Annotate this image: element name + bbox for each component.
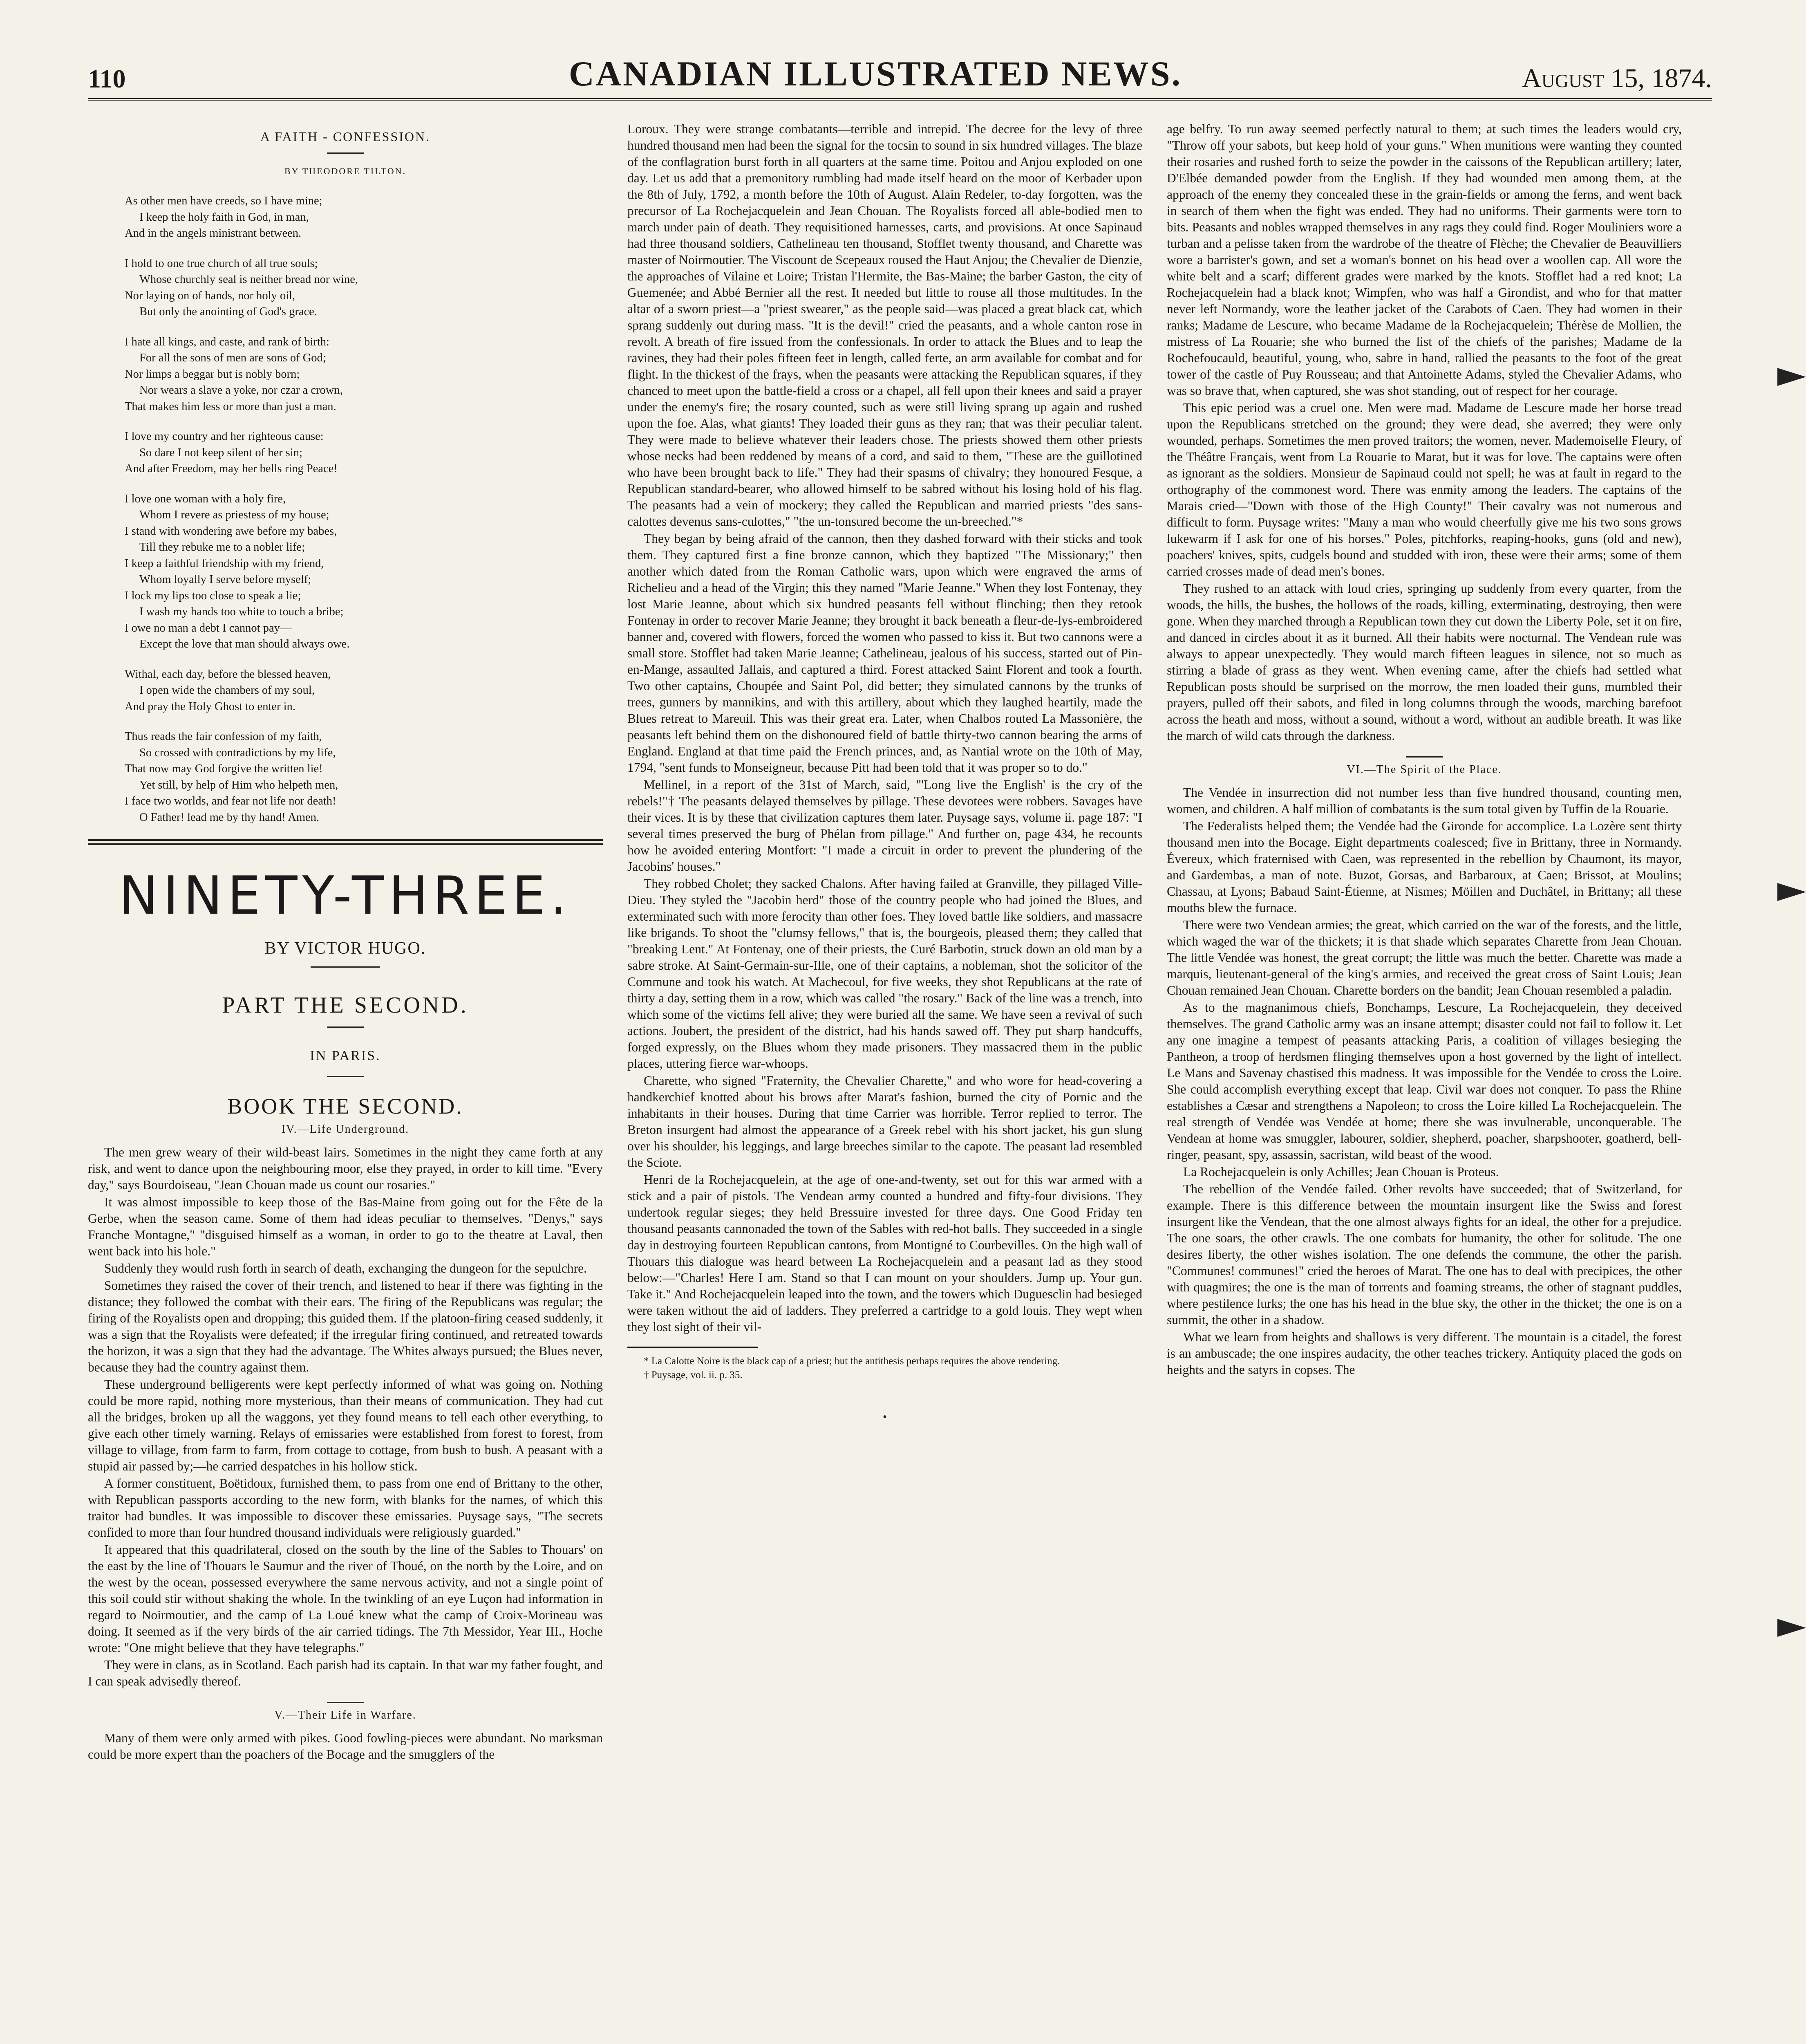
poem-line: O Father! lead me by thy hand! Amen.: [139, 811, 320, 824]
poem-line: Till they rebuke me to a nobler life;: [139, 541, 305, 554]
divider: [327, 1702, 364, 1703]
poem-line: I owe no man a debt I cannot pay—: [125, 621, 292, 634]
poem-stanza: [125, 256, 603, 320]
poem-line: Nor wears a slave a yoke, nor czar a crown,: [139, 384, 343, 397]
column-3-text-continued: [1167, 784, 1682, 1378]
paragraph: They robbed Cholet; they sacked Chalons. After having failed at Granville, they pillaged Ville-Dieu. They styled the "Jacobin herd" those of the country people who had joined the Blues, and exterminated such with more ferocity than other foes. They loved battle like soldiers, and massacre like brigands. To shoot the "clumsy fellows," that is, the bourgeois, pleased them; they called that "breaking Lent." At Fontenay, one of their priests, the Curé Barbotin, struck down an old man by a sabre stroke. At Saint-Germain-sur-Ille, one of their captains, a nobleman, shot the solicitor of the Commune and took his watch. At Machecoul, for five weeks, they shot Republicans at the rate of thirty a day, setting them in a row, which was called "the rosary." Back of the line was a trench, into which some of the victims fell alive; they were buried all the same. We have seen a revival of such actions. Joubert, the president of the district, had his hands sawed off. They put sharp handcuffs, forged expressly, on the Blues whom they made prisoners. They massacred them in the public places, uttering fierce war-whoops.: [627, 876, 1142, 1071]
poem-line: Whose churchly seal is neither bread nor wine,: [139, 273, 358, 286]
paragraph: The Federalists helped them; the Vendée had the Gironde for accomplice. La Lozère sent thirty thousand men into the Bocage. Eight departments coalesced; five in Brittany, three in Normandy. Évereux, which fraternised with Caen, was represented in the rebellion by Chaumont, its mayor, and Gardembas, a man of note. Buzot, Gorsas, and Barbaroux, at Caen; Brissot, at Moulins; Chassau, at Lyons; Babaud Saint-Étienne, at Nismes; Möillen and Duchâtel, in Brittany; all these mouths blew the furnace.: [1167, 819, 1682, 915]
paragraph: Henri de la Rochejacquelein, at the age of one-and-twenty, set out for this war armed with a stick and a pair of pistols. The Vendean army counted a hundred and fifty-four divisions. They undertook regular sieges; they held Bressuire invested for three days. One Good Friday ten thousand peasants cannonaded the town of the Sables with red-hot balls. They succeeded in a single day in destroying fourteen Republican cantons, from Montigné to Courbevilles. On the high wall of Thouars this dialogue was heard between La Rochejacquelein and a peasant lad as they stood below:—"Charles! Here I am. Stand so that I can mount on your shoulders. Jump up. Your gun. Take it." And Rochejacquelein leaped into the town, and the towers which Duguesclin had besieged were taken without the aid of ladders. They preferred a cartridge to a gold louis. They wept when they lost sight of their vil-: [627, 1172, 1142, 1334]
footnote: † Puysage, vol. ii. p. 35.: [644, 1369, 743, 1381]
divider: [1406, 756, 1443, 758]
paragraph: They were in clans, as in Scotland. Each parish had its captain. In that war my father fought, and I can speak advisedly thereof.: [88, 1658, 603, 1688]
serial-author: BY VICTOR HUGO.: [264, 939, 426, 958]
poem-line: Nor limps a beggar but is nobly born;: [125, 368, 300, 381]
chapter-heading: V.—Their Life in Warfare.: [274, 1709, 416, 1721]
chapter-heading: IV.—Life Underground.: [281, 1123, 410, 1136]
poem-line: I love one woman with a holy fire,: [125, 492, 286, 505]
footnotes: [627, 1347, 1060, 1382]
poem-line: Thus reads the fair confession of my faith,: [125, 730, 322, 743]
poem-line: So dare I not keep silent of her sin;: [139, 446, 302, 459]
poem-author: BY THEODORE TILTON.: [284, 166, 406, 176]
place-heading: IN PARIS.: [310, 1048, 381, 1063]
poem-line: I hold to one true church of all true souls;: [125, 257, 318, 270]
paragraph: Mellinel, in a report of the 31st of March, said, "'Long live the English' is the cry of the rebels!"† The peasants delayed themselves by pillage. These devotees were robbers. Savages have their vices. It is by these that civilization captures them later. Puysage says, volume ii. page 187: "I several times preserved the burg of Phélan from pillage." And further on, page 434, he recounts how he avoided entering Montfort: "I made a circuit in order to prevent the plundering of the Jacobins' houses.": [627, 778, 1142, 874]
footnote: * La Calotte Noire is the black cap of a priest; but the antithesis perhaps requires the above rendering.: [644, 1356, 1060, 1367]
poem-line: I keep a faithful friendship with my friend,: [125, 557, 324, 570]
poem-line: That now may God forgive the written lie!: [125, 762, 323, 775]
poem-line: But only the anointing of God's grace.: [139, 305, 317, 318]
chapter-heading: VI.—The Spirit of the Place.: [1347, 763, 1502, 776]
poem-stanza: [125, 491, 603, 652]
paragraph: Charette, who signed "Fraternity, the Chevalier Charette," and who wore for head-covering a handkerchief knotted about his brows after Marat's fashion, burned the city of Pornic and the inhabitants in their houses. During that time Carrier was horrible. Terror replied to terror. The Breton insurgent had almost the appearance of a Greek rebel with his short jacket, his gun slung over his shoulder, his leggings, and large breeches similar to the capote. The peasant lad resembled the Sciote.: [627, 1074, 1142, 1170]
column-3-text: [1167, 121, 1682, 744]
paragraph: A former constituent, Boëtidoux, furnished them, to pass from one end of Brittany to the other, with Republican passports according to the new form, with blanks for the names, of which this traitor had bundles. It was impossible to discover these emissaries. Puysage says, "The secrets confided to more than four hundred thousand individuals were religiously guarded.": [88, 1476, 603, 1540]
page-edge-marker: [1777, 368, 1806, 386]
ornament: •: [883, 1411, 887, 1423]
column-1: [88, 121, 603, 2044]
book-heading: BOOK THE SECOND.: [227, 1094, 463, 1118]
masthead: [88, 49, 1712, 101]
poem-line: I hate all kings, and caste, and rank of birth:: [125, 335, 329, 348]
poem-line: And in the angels ministrant between.: [125, 227, 302, 240]
poem-line: I wash my hands too white to touch a bribe;: [139, 605, 344, 618]
paragraph: There were two Vendean armies; the great, which carried on the war of the forests, and the little, which waged the war of the thickets; it is that shade which separates Charette from Jean Chouan. The little Vendée was honest, the great corrupt; the little was much the better. Charette was made a marquis, lieutenant-general of the king's armies, and received the great cross of Saint Louis; Jean Chouan remained Jean Chouan. Charette borders on the bandit; Jean Chouan resembled a paladin.: [1167, 918, 1682, 997]
poem-body: [88, 193, 603, 825]
poem-line: I open wide the chambers of my soul,: [139, 684, 315, 697]
poem-line: Yet still, by help of Him who helpeth men,: [139, 778, 338, 791]
poem-line: And pray the Holy Ghost to enter in.: [125, 700, 295, 713]
page-edge-marker: [1777, 883, 1806, 901]
paragraph: It was almost impossible to keep those of the Bas-Maine from going out for the Fête de la Gerbe, when the season came. Some of them had ideas peculiar to themselves. "Denys," says Franche Montagne," "disguised himself as a woman, in order to go to the theatre at Laval, then went back into his hole.": [88, 1195, 603, 1258]
paragraph: They rushed to an attack with loud cries, springing up suddenly from every quarter, from the woods, the hills, the bushes, the hollows of the roads, killing, exterminating, destroying, then were gone. When they marched through a Republican town they cut down the Liberty Pole, set it on fire, and danced in circles about it as it burned. All their habits were nocturnal. The Vendean rule was always to appear unexpectedly. They would march fifteen leagues in silence, not so much as stirring a blade of grass as they went. When evening came, after the chiefs had settled what Republican posts should be surprised on the morrow, the men loaded their guns, mumbled their prayers, pulled off their sabots, and filed in long columns through the woods, marching barefoot across the heath and moss, without a sound, without a word, without an audible breath. It was like the march of wild cats through the darkness.: [1167, 581, 1682, 743]
issue-date: August 15, 1874.: [1522, 63, 1712, 93]
paragraph: Loroux. They were strange combatants—terrible and intrepid. The decree for the levy of three hundred thousand men had been the signal for the tocsin to sound in six hundred villages. The blaze of the conflagration burst forth in all quarters at the same time. Poitou and Anjou exploded on one day. Let us add that a premonitory rumbling had made itself heard on the moor of Kerbader upon the 8th of July, 1792, a month before the 10th of August. Alain Redeler, to-day forgotten, was the precursor of La Rochejacquelein and Jean Chouan. The Royalists forced all able-bodied men to march under pain of death. They requisitioned harnesses, carts, and provisions. At once Sapinaud had three thousand soldiers, Cathelineau ten thousand, Stofflet twenty thousand, and Charette was master of Noirmoutier. The Viscount de Scepeaux roused the Haut Anjou; the Chevalier de Dienzie, the approaches of Vilaine et Loire; Tristan l'Hermite, the Bas-Maine; the barber Gaston, the city of Guemenée; and Abbé Bernier all the rest. It needed but little to rouse all those multitudes. In the altar of a sworn priest—a "priest swearer," as the people said—was placed a great black cat, which sprang suddenly out during mass. "It is the devil!" cried the peasants, and a whole canton rose in revolt. A breath of fire issued from the confessionals. In order to attack the Blues and to leap the ravines, they had their poles fifteen feet in length, called ferte, an arm available for combat and for flight. In the thickest of the frays, when the peasants were attacking the Republican squares, if they chanced to meet upon the battle-field a cross or a chapel, all fell upon their knees and said a prayer under the enemy's fire; the rosary counted, such as were still living sprang up again and rushed upon the foe. Alas, what giants! They loaded their guns as they ran; that was their peculiar talent. They were made to believe whatever their leaders chose. The priests showed them other priests whose necks had been reddened by means of a cord, and said to them, "These are the guillotined who have been brought back to life." They had their spasms of chivalry; they honoured Fesque, a Republican standard-bearer, who allowed himself to be sabred without his losing hold of his flag. The peasants had a vein of mockery; they called the Republican and married priests "des sans-calottes devenus sans-culottes," "the un-tonsured become the un-breeched."*: [627, 122, 1142, 529]
column-1-text: [88, 1144, 603, 1690]
poem-line: Whom loyally I serve before myself;: [139, 573, 311, 586]
poem-stanza: [125, 193, 603, 242]
section-divider: [88, 839, 603, 845]
poem-title: A FAITH - CONFESSION.: [260, 129, 431, 144]
poem-line: Nor laying on of hands, nor holy oil,: [125, 289, 295, 302]
paragraph: La Rochejacquelein is only Achilles; Jean Chouan is Proteus.: [1183, 1165, 1499, 1179]
poem-line: I love my country and her righteous cause:: [125, 430, 324, 443]
poem-line: I lock my lips too close to speak a lie;: [125, 589, 301, 602]
paragraph: What we learn from heights and shallows is very different. The mountain is a citadel, the forest is an ambuscade; the one inspires audacity, the other teaches trickery. Antiquity placed the gods on heights and the satyrs in copses. The: [1167, 1330, 1682, 1377]
paragraph: The men grew weary of their wild-beast lairs. Sometimes in the night they came forth at any risk, and went to dance upon the neighbouring moor, else they prayed, in order to kill time. "Every day," says Bourdoiseau, "Jean Chouan made us count our rosaries.": [88, 1145, 603, 1192]
poem-line: For all the sons of men are sons of God;: [139, 352, 326, 364]
poem-line: And after Freedom, may her bells ring Peace!: [125, 462, 338, 475]
paragraph: Sometimes they raised the cover of their trench, and listened to hear if there was fighting in the distance; they followed the combat with their ears. The firing of the Republicans was regular; the firing of the Royalists open and dropping; this guided them. If the platoon-firing ceased suddenly, it was a sign that the Royalists were defeated; if the irregular firing continued, and retreated towards the horizon, it was a sign that they had the advantage. The Whites always pursued; the Blues never, because they had the country against them.: [88, 1278, 603, 1374]
paragraph: The rebellion of the Vendée failed. Other revolts have succeeded; that of Switzerland, for example. There is this difference between the mountain insurgent like the Swiss and forest insurgent like the Vendean, that the one almost always fights for an ideal, the other for a prejudice. The one soars, the other crawls. The one combats for humanity, the other for solitude. The one desires liberty, the other wishes isolation. The one defends the commune, the other the parish. "Communes! communes!" cried the heroes of Marat. The one has to deal with precipices, the other with quagmires; the one is the man of torrents and foaming streams, the other of stagnant puddles, where pestilence lurks; the one has his head in the blue sky, the other in the thicket; the one is on a summit, the other in a shadow.: [1167, 1182, 1682, 1327]
divider: [327, 1076, 364, 1077]
paragraph: age belfry. To run away seemed perfectly natural to them; at such times the leaders would cry, "Throw off your sabots, but keep hold of your guns." When munitions were wanting they counted their rosaries and rushed forth to seize the powder in the caissons of the Republican artillery; later, D'Elbée demanded powder from the English. If they had wounded men among them, at the approach of the enemy they concealed these in the grain-fields or among the ferns, and went back in search of them when the fight was ended. They had no uniforms. Their garments were torn to bits. Peasants and nobles wrapped themselves in any rags they could find. Roger Mouliniers wore a turban and a pelisse taken from the wardrobe of the theatre of Flèche; the Chevalier de Beauvilliers wore a barrister's gown, and set a woman's bonnet on his head over a woollen cap. All wore the white belt and a scarf; different grades were marked by the knots. Stofflet had a red knot; La Rochejacquelein had a black knot; Wimpfen, who was half a Girondist, and who for that matter never left Normandy, wore the leather jacket of the Carabots of Caen. They had women in their ranks; Madame de Lescure, who became Madame de la Rochejacquelein; Thérèse de Mollien, the mistress of La Rouarie; she who burned the list of the chiefs of the parishes; Madame de la Rochefoucauld, beautiful, young, who, sabre in hand, rallied the peasants to the foot of the great tower of the castle of Puy Rousseau; and that Antoinette Adams, styled the Chevalier Adams, who was so brave that, when captured, she was shot standing, out of respect for her courage.: [1167, 122, 1682, 398]
page-edge-marker: [1777, 1619, 1806, 1637]
poem-line: As other men have creeds, so I have mine;: [125, 195, 322, 207]
column-3: [1167, 121, 1682, 2044]
poem-line: I stand with wondering awe before my babes,: [125, 524, 337, 538]
poem-stanza: [125, 666, 603, 715]
article-columns: [88, 121, 1712, 2044]
poem-line: I face two worlds, and fear not life nor death!: [125, 795, 336, 807]
divider: [311, 966, 380, 968]
serial-title: NINETY-THREE.: [119, 865, 572, 926]
poem-line: Withal, each day, before the blessed heaven,: [125, 668, 331, 681]
poem-stanza: [125, 428, 603, 477]
poem-line: Except the love that man should always owe.: [139, 638, 350, 650]
column-2-text: [627, 121, 1142, 1335]
part-heading: PART THE SECOND.: [222, 993, 469, 1018]
paragraph: They began by being afraid of the cannon, then they dashed forward with their sticks and took them. They captured first a fine bronze cannon, which they baptized "The Missionary;" then another which dated from the Roman Catholic wars, upon which were engraved the arms of Richelieu and a head of the Virgin; this they named "Marie Jeanne." When they lost Fontenay, they lost Marie Jeanne, about which six hundred peasants fell without flinching; then they retook Fontenay in order to recover Marie Jeanne; they brought it back beneath a fleur-de-lys-embroidered banner and, covered with flowers, forced the women who passed to kiss it. But two cannons were a small store. Stofflet had taken Marie Jeanne; Cathelineau, jealous of his success, started out of Pin-en-Mange, assaulted Jallais, and captured a third. Forest attacked Saint Florent and took a fourth. Two other captains, Choupée and Saint Pol, did better; they simulated cannons by the trunks of trees, gunners by mannikins, and with this artillery, about which they laughed heartily, made the Blues retreat to Mareuil. This was their great era. Later, when Chalbos routed La Massonière, the peasants left behind them on the dishonoured field of battle thirty-two cannon bearing the arms of England. England at that time paid the French princes, and, as Nantial wrote on the 10th of May, 1794, "sent funds to Monseigneur, because Pitt had been told that it was proper so to do.": [627, 531, 1142, 775]
poem-stanza: [125, 334, 603, 415]
publication-title: CANADIAN ILLUSTRATED NEWS.: [568, 54, 1182, 93]
divider: [327, 152, 364, 154]
column-2: [627, 121, 1142, 2044]
divider: [327, 1026, 364, 1028]
paragraph: The Vendée in insurrection did not number less than five hundred thousand, counting men, women, and children. A half million of combatants is the sum total given by Tuffin de la Rouarie.: [1167, 785, 1682, 816]
paragraph: Many of them were only armed with pikes. Good fowling-pieces were abundant. No marksman could be more expert than the poachers of the Bocage and the smugglers of the: [88, 1731, 603, 1762]
paragraph: Suddenly they would rush forth in search of death, exchanging the dungeon for the sepulchre.: [104, 1261, 587, 1275]
paragraph: This epic period was a cruel one. Men were mad. Madame de Lescure made her horse tread upon the Republicans stretched on the ground; they were dead, she averred; they were only wounded, perhaps. Sometimes the men proved traitors; the women, never. Mademoiselle Fleury, of the Théâtre Français, went from La Rouarie to Marat, but it was for love. The captains were often as ignorant as the soldiers. Monsieur de Sapinaud could not spell; he was at fault in regard to the orthography of the commonest word. There was enmity among the leaders. The captains of the Marais cried—"Down with those of the High County!" Their cavalry was not numerous and difficult to form. Puysage writes: "Many a man who would cheerfully give me his two sons grows lukewarm if I ask for one of his horses." Poles, pitchforks, reaping-hooks, guns (old and new), poachers' knives, spits, cudgels bound and studded with iron, these were their arms; some of them carried crosses made of dead men's bones.: [1167, 401, 1682, 578]
poem-line: That makes him less or more than just a man.: [125, 400, 336, 413]
paragraph: It appeared that this quadrilateral, closed on the south by the line of the Sables to Thouars' on the east by the line of Thouars le Saumur and the river of Thoué, on the north by the Loire, and on the west by the ocean, possessed everywhere the same nervous activity, and not a single point of this soil could stir without shaking the whole. In the twinkling of an eye Luçon had information in regard to Noirmoutier, and the camp of La Loué knew what the camp of Croix-Morineau was doing. It seemed as if the very birds of the air carried tidings. The 7th Messidor, Year III., Hoche wrote: "One might believe that they have telegraphs.": [88, 1542, 603, 1655]
page-number: 110: [88, 64, 126, 93]
poem-stanza: [125, 728, 603, 825]
poem-line: So crossed with contradictions by my life,: [139, 746, 336, 759]
paragraph: These underground belligerents were kept perfectly informed of what was going on. Nothing could be more rapid, nothing more mysterious, than their means of communication. They had cut all the bridges, broken up all the waggons, yet they found means to tell each other everything, to give each other timely warning. Relays of emissaries were established from forest to forest, from village to village, from farm to farm, from cottage to cottage, from bush to bush. A peasant with a stupid air passed by;—he carried despatches in his hollow stick.: [88, 1377, 603, 1473]
poem-line: I keep the holy faith in God, in man,: [139, 211, 309, 224]
poem-line: Whom I revere as priestess of my house;: [139, 509, 329, 521]
paragraph: As to the magnanimous chiefs, Bonchamps, Lescure, La Rochejacquelein, they deceived themselves. The grand Catholic army was an insane attempt; disaster could not fail to follow it. Let any one imagine a tempest of peasants attacking Paris, a coalition of villages besieging the Pantheon, a troop of herdsmen flinging themselves upon a host governed by the light of intellect. Le Mans and Savenay chastised this madness. It was impossible for the Vendée to cross the Loire. She could accomplish everything except that leap. Civil war does not conquer. To pass the Rhine establishes a Cæsar and strengthens a Napoleon; to cross the Loire killed La Rochejacquelein. The real strength of Vendée was Vendée at home; there she was invulnerable, unconquerable. The Vendean at home was smuggler, labourer, soldier, shepherd, poacher, sharpshooter, goatherd, bell-ringer, peasant, spy, assassin, sacristan, wild beast of the wood.: [1167, 1000, 1682, 1162]
